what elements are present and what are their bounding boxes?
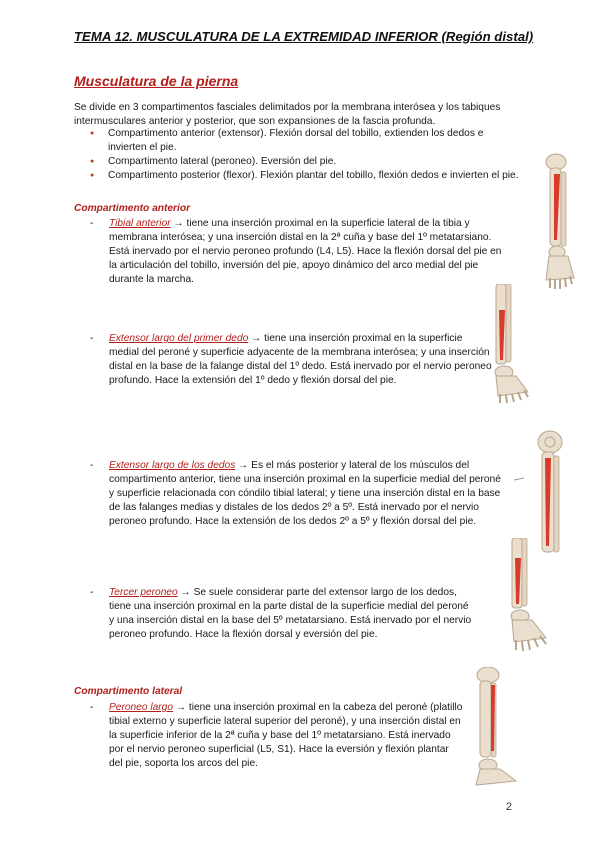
muscle-entry-tibial-anterior: [90, 217, 510, 287]
dash-marker: -: [90, 333, 94, 344]
muscle-entry-peroneo-largo: [90, 701, 465, 771]
muscle-description: → tiene una inserción proximal en la superficie lateral de la tibia y membrana interósea; y una inserción distal en la 2ª cuña y base del 1º metatarsiano. Está inervado por el nervio peroneo profundo (L4, L5). Hace la flexión dorsal del pie en la articulación del tobillo, inversión del pie, apoyo dinámico del arco medial del pie durante la marcha.: [109, 218, 502, 285]
muscle-description: → Es el más posterior y lateral de los músculos del compartimento anterior, tiene una inserción proximal en la superficie medial del peroné y superficie relacionada con cóndilo tibial lateral; y tiene una inserción distal en la base de las falanges medias y distales de los dedos 2º a 5º. Está inervado por el nervio peroneo profundo. Hace la extensión de los dedos 2º a 5º y flexión dorsal del pie.: [109, 460, 501, 527]
section-title: Musculatura de la pierna: [74, 73, 239, 89]
dash-marker: -: [90, 218, 94, 229]
subheading-lateral: Compartimento lateral: [74, 686, 183, 697]
muscle-entry-extensor-primer-dedo: [90, 332, 495, 388]
dash-marker: -: [90, 702, 94, 713]
intro-paragraph: Se divide en 3 compartimentos fasciales delimitados por la membrana interósea y los tabiques intermusculares anterior y posterior, que son expansiones de la fascia profunda.: [74, 102, 501, 127]
subheading-anterior: Compartimento anterior: [74, 203, 191, 214]
dash-marker: -: [90, 460, 94, 471]
muscle-description: → Se suele considerar parte del extensor largo de los dedos, tiene una inserción proximal en la parte distal de la superficie medial del peroné y una inserción distal en la base del 5º metatarsiano. Está inervado por el nervio peroneo profundo. Hace la flexión dorsal y eversión del pie.: [109, 587, 472, 640]
muscle-entry-tercer-peroneo: [90, 586, 475, 642]
peroneo-largo-illustration: [466, 667, 522, 789]
muscle-name: Extensor largo del primer dedo: [109, 333, 249, 344]
list-item: ● Compartimento anterior (extensor). Flexión dorsal del tobillo, extienden los dedos e invierten el pie.: [90, 127, 520, 155]
muscle-name: Tibial anterior: [109, 218, 171, 229]
list-item: ● Compartimento posterior (flexor). Flexión plantar del tobillo, flexión dedos e invierten el pie.: [90, 169, 520, 183]
document-title: TEMA 12. MUSCULATURA DE LA EXTREMIDAD INFERIOR (Región distal): [74, 29, 534, 44]
muscle-name: Extensor largo de los dedos: [109, 460, 236, 471]
list-item: ● Compartimento lateral (peroneo). Eversión del pie.: [90, 155, 520, 169]
muscle-description: → tiene una inserción proximal en la superficie medial del peroné y superficie adyacente de la membrana interósea; y una inserción distal en la base de la falange distal del 1º dedo. Está inervado por el nervio peroneo profundo. Hace la extensión del 1º dedo y flexión dorsal del pie.: [109, 333, 492, 386]
compartment-list: [90, 127, 520, 183]
tercer-peroneo-illustration: [502, 538, 552, 654]
muscle-description: → tiene una inserción proximal en la cabeza del peroné (platillo tibial externo y superficie lateral superior del peroné), y una inserción distal en la superficie inferior de la 2ª cuña y base del 1º metatarsiano. Está inervado por el nervio peroneo superficial (L5, S1). Hace la eversión y flexión plantar del pie, soporta los arcos del pie.: [109, 702, 463, 769]
tibial-anterior-illustration: [538, 152, 582, 290]
muscle-name: Peroneo largo: [109, 702, 174, 713]
muscle-name: Tercer peroneo: [109, 587, 178, 598]
muscle-entry-extensor-dedos: [90, 459, 502, 529]
extensor-primer-dedo-illustration: [490, 284, 536, 404]
page-number: 2: [505, 801, 512, 813]
dash-marker: -: [90, 587, 94, 598]
